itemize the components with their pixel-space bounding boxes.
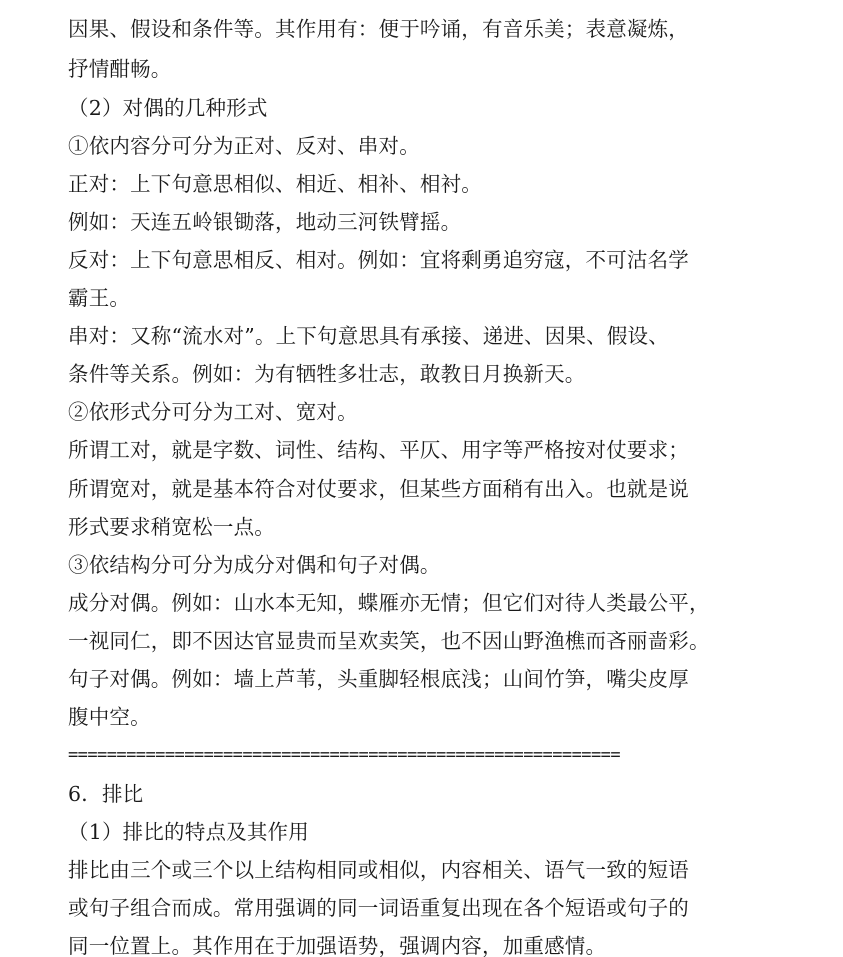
paragraph-line: 所谓工对，就是字数、词性、结构、平仄、用字等严格按对仗要求； — [68, 438, 689, 462]
subsection-heading: （2）对偶的几种形式 — [68, 96, 268, 120]
paragraph-line: 串对：又称“流水对”。上下句意思具有承接、递进、因果、假设、 — [68, 324, 669, 348]
paragraph-line: 反对：上下句意思相反、相对。例如：宜将剩勇追穷寇，不可沽名学 — [68, 248, 689, 272]
paragraph-line: 同一位置上。其作用在于加强语势，强调内容，加重感情。 — [68, 934, 607, 957]
paragraph-line: 成分对偶。例如：山水本无知，蝶雁亦无情；但它们对待人类最公平， — [68, 591, 710, 615]
paragraph-line: ②依形式分可分为工对、宽对。 — [68, 400, 358, 424]
paragraph-line: 所谓宽对，就是基本符合对仗要求，但某些方面稍有出入。也就是说 — [68, 477, 689, 501]
subsection-heading: （1）排比的特点及其作用 — [68, 820, 309, 844]
section-divider: ========================================================= — [68, 745, 621, 765]
section-heading: 6．排比 — [68, 782, 144, 806]
paragraph-line: 排比由三个或三个以上结构相同或相似，内容相关、语气一致的短语 — [68, 858, 689, 882]
paragraph-line: 条件等关系。例如：为有牺牲多壮志，敢教日月换新天。 — [68, 362, 586, 386]
paragraph-line: ③依结构分可分为成分对偶和句子对偶。 — [68, 553, 441, 577]
paragraph-line: ①依内容分可分为正对、反对、串对。 — [68, 134, 420, 158]
paragraph-line: 因果、假设和条件等。其作用有：便于吟诵，有音乐美；表意凝炼， — [68, 17, 689, 41]
paragraph-line: 句子对偶。例如：墙上芦苇，头重脚轻根底浅；山间竹笋，嘴尖皮厚 — [68, 667, 689, 691]
paragraph-line: 抒情酣畅。 — [68, 57, 172, 81]
paragraph-line: 腹中空。 — [68, 705, 151, 729]
paragraph-line: 正对：上下句意思相似、相近、相补、相衬。 — [68, 172, 482, 196]
paragraph-line: 霸王。 — [68, 286, 131, 310]
paragraph-line: 形式要求稍宽松一点。 — [68, 515, 275, 539]
paragraph-line: 或句子组合而成。常用强调的同一词语重复出现在各个短语或句子的 — [68, 896, 689, 920]
paragraph-line: 一视同仁，即不因达官显贵而呈欢卖笑，也不因山野渔樵而吝丽啬彩。 — [68, 629, 710, 653]
paragraph-line: 例如：天连五岭银锄落，地动三河铁臂摇。 — [68, 210, 462, 234]
